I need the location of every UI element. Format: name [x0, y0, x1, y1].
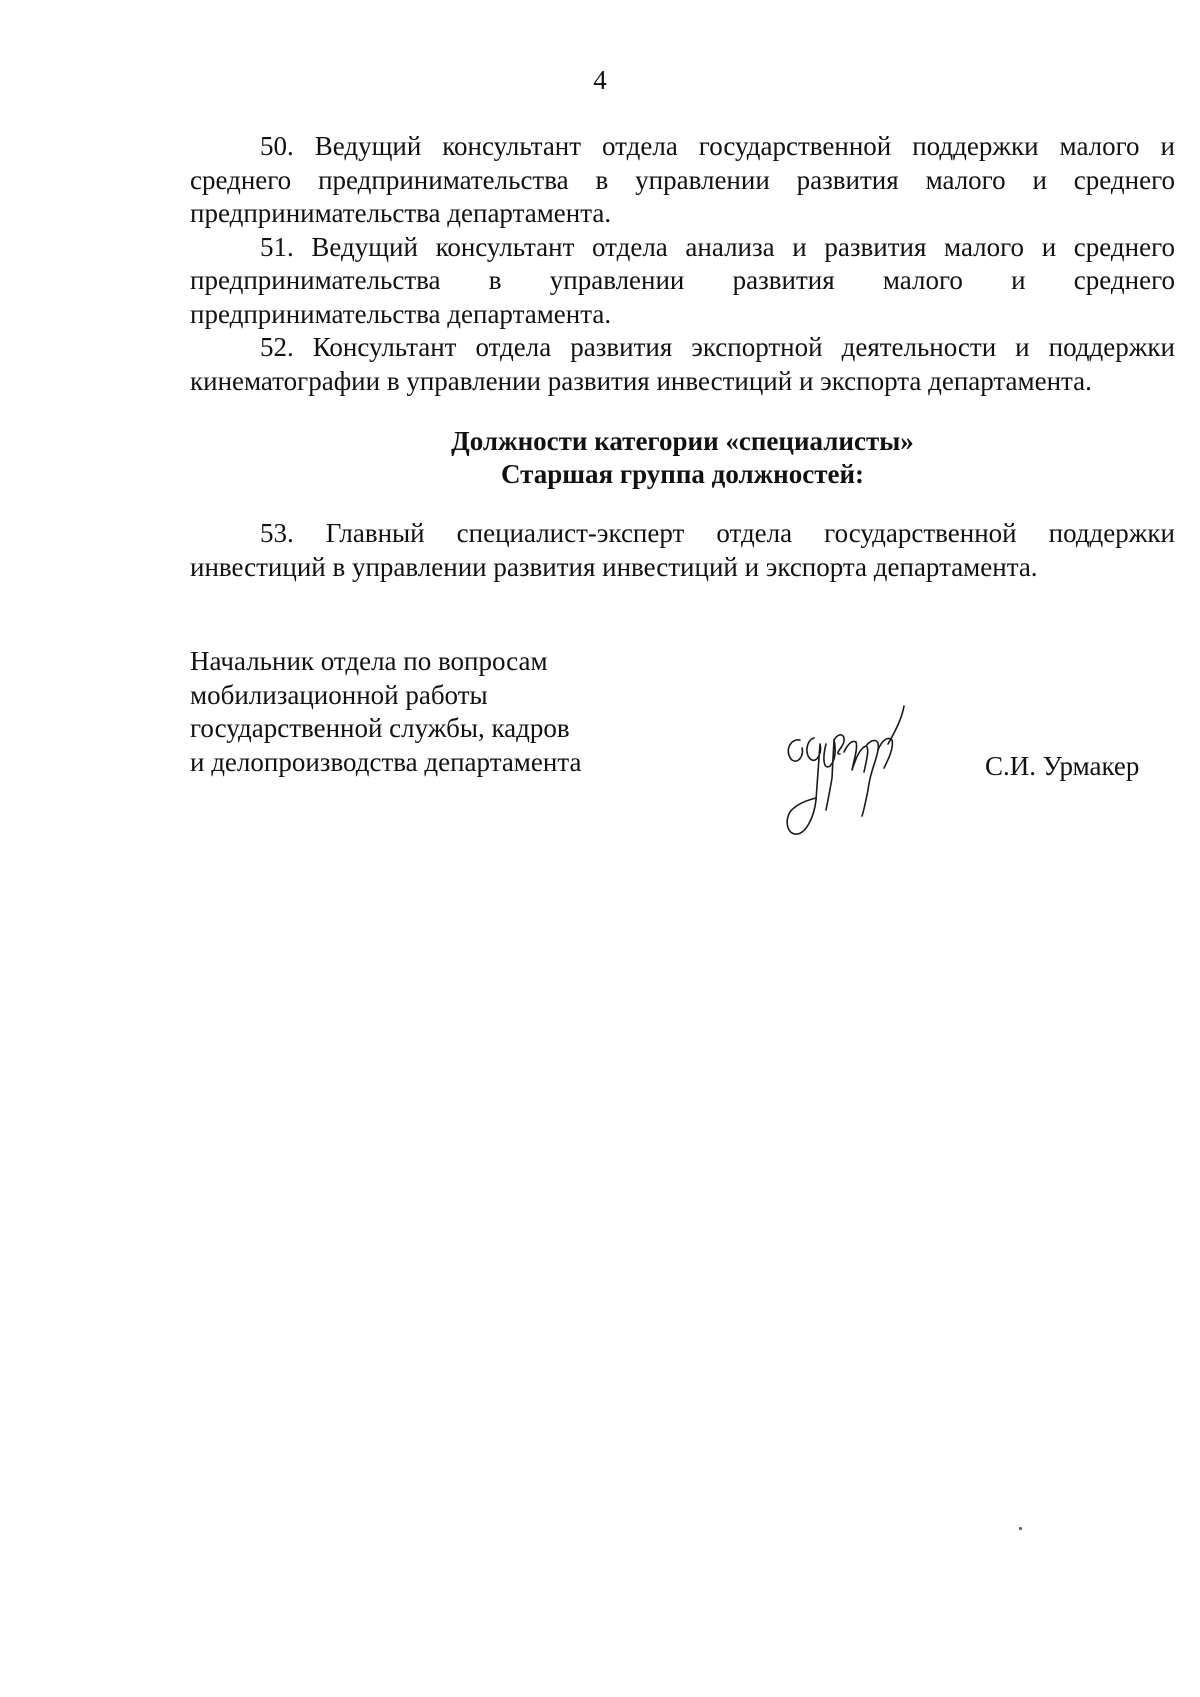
list-item: 53. Главный специалист-эксперт отдела государственной поддержки инвестиций в управлении развития инвестиций и экспорта департамента.: [190, 518, 1175, 582]
signatory-title-line: и делопроизводства департамента: [190, 746, 582, 777]
positions-list-bottom: [190, 517, 1175, 584]
signatory-title-line: мобилизационной работы: [190, 679, 488, 710]
group-heading: Старшая группа должностей:: [500, 459, 865, 489]
page-number: 4: [593, 65, 607, 95]
signatory-title-line: государственной службы, кадров: [190, 713, 570, 743]
positions-list-top: [190, 130, 1175, 398]
list-item: 51. Ведущий консультант отдела анализа и развития малого и среднего предпринимательства в управлении развития малого и среднего предпринимательства департамента.: [190, 231, 1175, 329]
list-item: 52. Консультант отдела развития экспортной деятельности и поддержки кинематографии в управлении развития инвестиций и экспорта департамента.: [190, 332, 1175, 396]
list-item: 50. Ведущий консультант отдела государственной поддержки малого и среднего предпринимательства в управлении развития малого и среднего предпринимательства департамента.: [190, 131, 1175, 228]
section-heading: [190, 425, 1175, 491]
scan-speck: [1019, 1527, 1022, 1530]
handwritten-signature: [770, 700, 930, 840]
signatory-title: [190, 645, 630, 779]
category-heading: Должности категории «специалисты»: [451, 426, 914, 456]
signatory-name: С.И. Урмакер: [985, 751, 1140, 781]
signatory-title-line: Начальник отдела по вопросам: [190, 646, 548, 676]
